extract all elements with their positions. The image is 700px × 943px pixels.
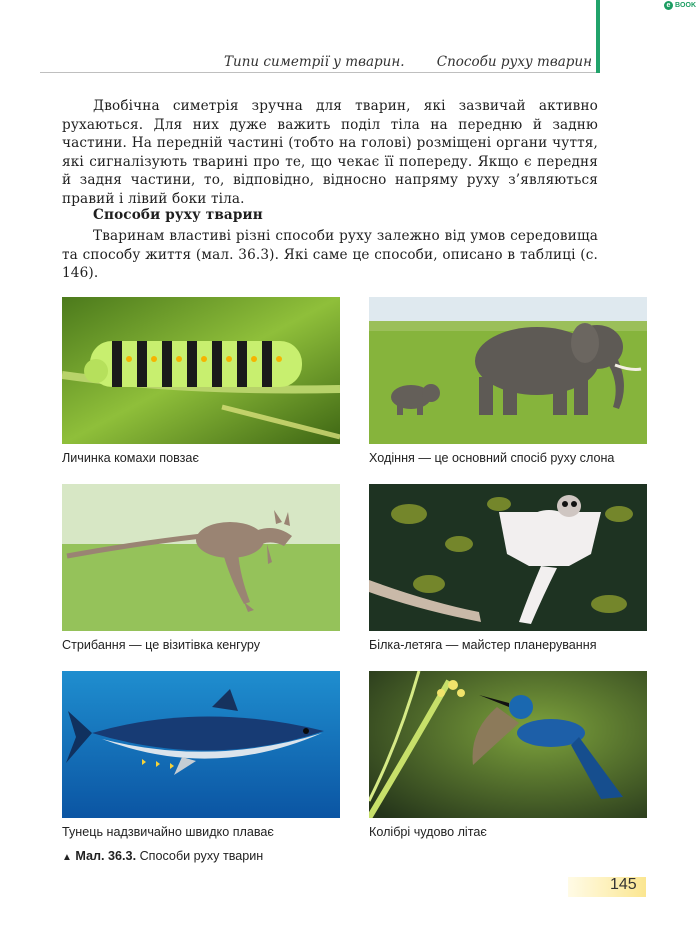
section-subheading: Способи руху тварин xyxy=(93,207,263,223)
caption-squirrel: Білка-летяга — майстер планерування xyxy=(369,638,597,652)
triangle-marker-icon: ▲ xyxy=(62,852,72,863)
caterpillar-photo xyxy=(62,297,340,444)
logo-mark-icon: e xyxy=(664,1,673,10)
caption-caterpillar: Личинка комахи повзає xyxy=(62,451,199,465)
kangaroo-photo xyxy=(62,484,340,631)
tuna-photo xyxy=(62,671,340,818)
header-right: Способи руху тварин xyxy=(436,54,592,70)
chapter-accent-bar xyxy=(596,0,600,73)
paragraph-symmetry: Двобічна симетрія зручна для тварин, які зазвичай активно рухаються. Для них дуже важить поділ тіла на передню й задню частини. На передній частині (тобто на голові) розміщені органи чуття, які сигналізують тварині про те, що чекає її попереду. Якщо є передня й задня частини, то, відповідно, відносно напряму руху з’являються правий і лівий боки тіла. xyxy=(62,98,598,207)
figure-caption-text: Способи руху тварин xyxy=(139,849,264,863)
caption-tuna: Тунець надзвичайно швидко плаває xyxy=(62,825,274,839)
caption-hummingbird: Колібрі чудово літає xyxy=(369,825,487,839)
paragraph-locomotion: Тваринам властиві різні способи руху залежно від умов середовища та способу життя (мал. 36.3). Які саме це способи, описано в таблиці (с. 146). xyxy=(62,228,598,282)
squirrel-photo xyxy=(369,484,647,631)
caption-elephant: Ходіння — це основний спосіб руху слона xyxy=(369,451,615,465)
page-number: 145 xyxy=(610,876,637,893)
figure-label: Мал. 36.3. xyxy=(75,849,137,863)
hummingbird-photo xyxy=(369,671,647,818)
running-header xyxy=(224,52,592,72)
figure-caption xyxy=(62,849,263,863)
publisher-logo: e BOOK xyxy=(664,1,696,10)
header-divider xyxy=(40,72,596,73)
header-left: Типи симетрії у тварин. xyxy=(224,54,405,70)
caption-kangaroo: Стрибання — це візитівка кенгуру xyxy=(62,638,261,652)
elephant-photo xyxy=(369,297,647,444)
